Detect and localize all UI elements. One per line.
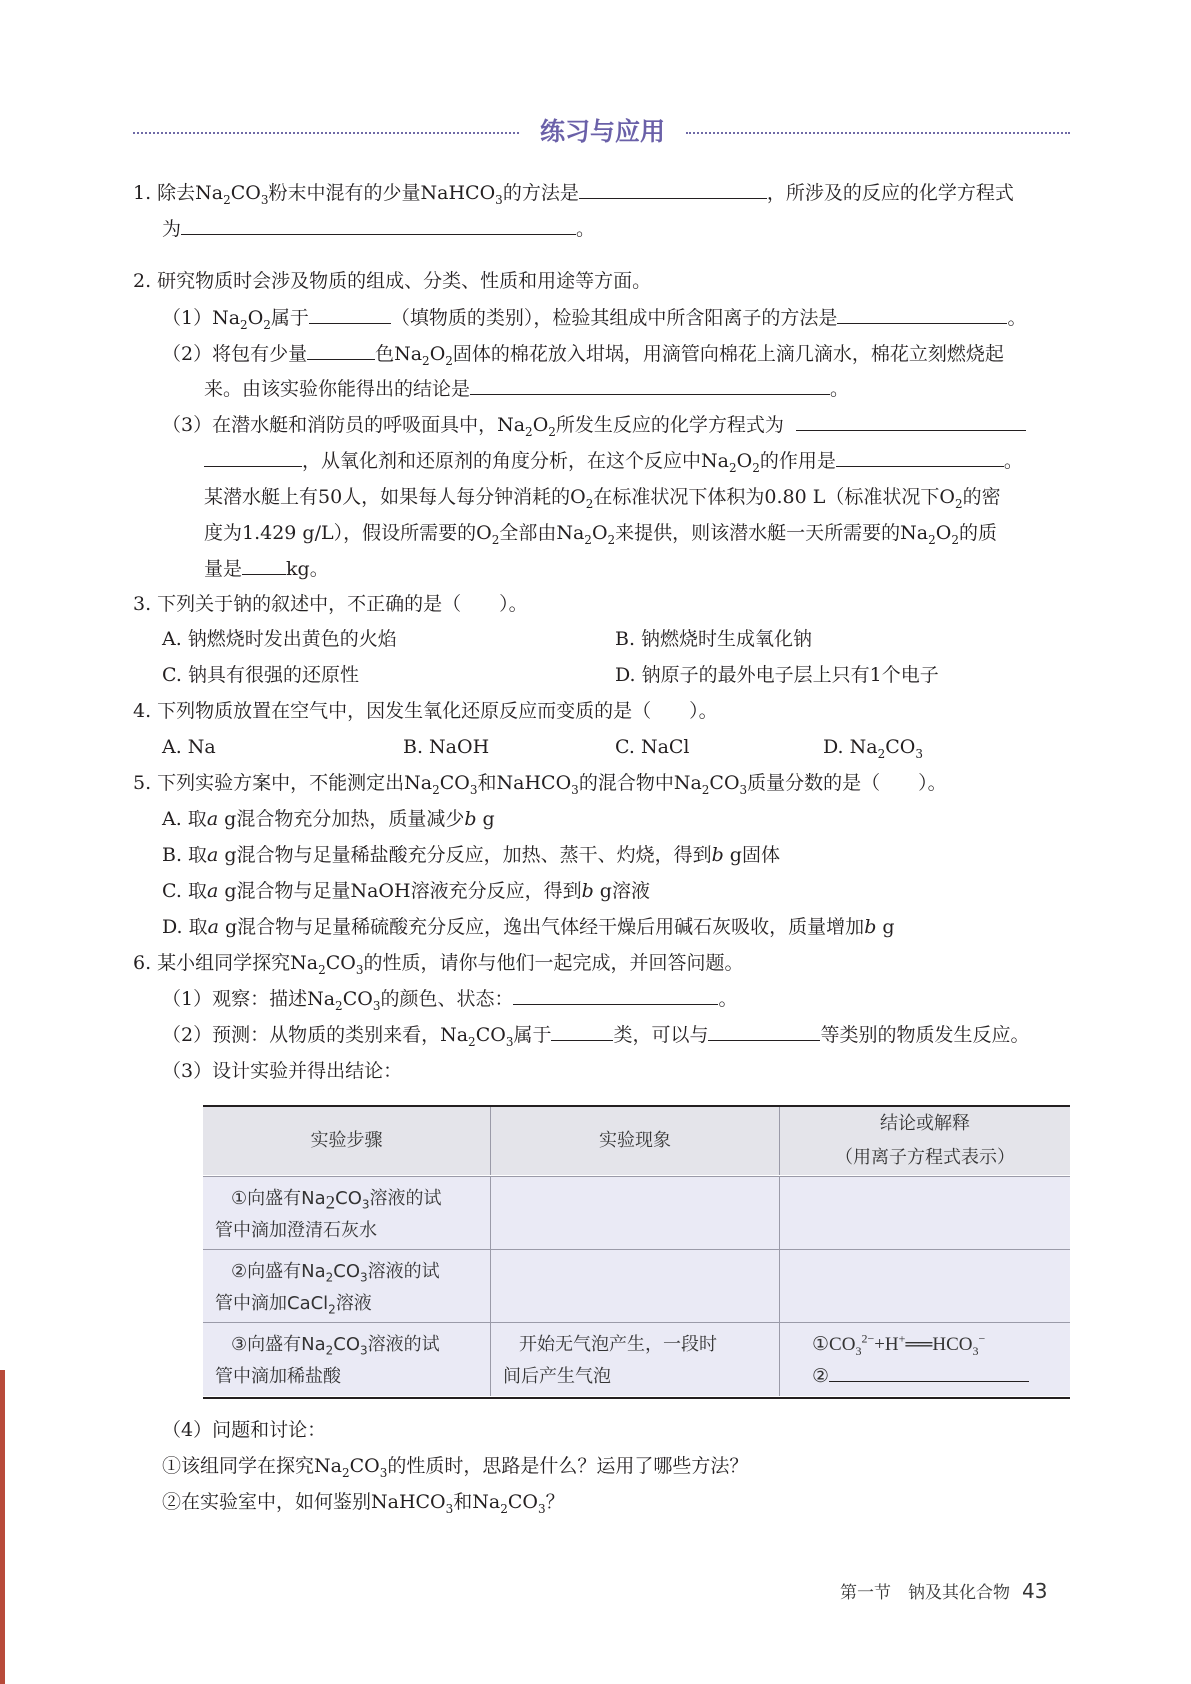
option-text: g溶液 [593, 880, 650, 902]
q3-option-a[interactable]: A. 钠燃烧时发出黄色的火焰 [162, 628, 397, 650]
subscript: 2 [325, 1270, 334, 1285]
subscript: 2 [223, 192, 231, 207]
q1-text: 的方法是 [502, 182, 579, 204]
q2-text: O [532, 414, 549, 436]
row3-step [203, 1323, 491, 1396]
subscript: 3 [972, 1343, 979, 1358]
q2-text: （1）Na [162, 307, 241, 329]
q6-text: 的性质时，思路是什么？运用了哪些方法？ [387, 1455, 749, 1477]
option-text: g [876, 916, 895, 938]
row1-step [203, 1177, 491, 1249]
q6-text: 的性质，请你与他们一起完成，并回答问题。 [363, 952, 744, 974]
header-dotted-rule-right [686, 132, 1070, 134]
table-row [203, 1176, 1070, 1249]
q2-text: kg。 [286, 558, 329, 580]
q2-1-answer-blank-category[interactable] [309, 303, 391, 324]
cell-text: ①向盛有Na [231, 1188, 326, 1209]
option-text: g [476, 808, 495, 830]
footer-section-title: 第一节 钠及其化合物 [840, 1583, 1010, 1603]
q6-part-2 [162, 1020, 1030, 1050]
q2-text: 。 [830, 378, 850, 400]
subscript: 2 [500, 1501, 508, 1516]
cell-text: 管中滴加澄清石灰水 [215, 1220, 377, 1241]
subscript: 3 [469, 782, 478, 797]
variable: b [581, 880, 594, 902]
q2-text: （填物质的类别），检验其组成中所含阳离子的方法是 [390, 307, 838, 329]
q3-option-b[interactable]: B. 钠燃烧时生成氧化钠 [615, 628, 813, 650]
q6-text: CO [342, 988, 373, 1010]
q2-stem: 2. 研究物质时会涉及物质的组成、分类、性质和用途等方面。 [133, 270, 652, 292]
q2-2-answer-blank-color[interactable] [307, 339, 375, 360]
q2-3-answer-blank-equation-part-1[interactable] [796, 410, 1026, 431]
subscript: 3 [360, 1270, 368, 1285]
subscript: 2 [607, 532, 616, 547]
q6-1-answer-blank-appearance[interactable] [513, 984, 718, 1005]
q6-text: CO [475, 1024, 506, 1046]
subscript: 2 [954, 496, 963, 511]
q6-2-answer-blank-category[interactable] [551, 1020, 613, 1041]
cell-text: CO [335, 1188, 362, 1209]
q6-text: CO [325, 952, 356, 974]
q6-text: 。 [718, 988, 738, 1010]
q5-text: CO [439, 772, 470, 794]
q2-text: 所发生反应的化学方程式为 [555, 414, 784, 436]
subscript: 2 [928, 532, 936, 547]
ionic-equation-2 [792, 1361, 1058, 1393]
header-conclusion-line-1: 结论或解释 [880, 1113, 970, 1134]
q5-option-b[interactable] [162, 840, 780, 870]
header-conclusion [780, 1107, 1070, 1175]
q3-option-d[interactable]: D. 钠原子的最外电子层上只有1个电子 [615, 664, 939, 686]
cell-text: +H [874, 1334, 899, 1355]
q1-text: 。 [576, 218, 596, 240]
q2-part-2-line-2 [204, 374, 849, 404]
variable: b [864, 916, 877, 938]
q5-text: 的混合物中Na [578, 772, 702, 794]
q1-answer-blank-equation[interactable] [181, 214, 576, 235]
ionic-equation-1 [792, 1329, 1058, 1361]
option-text: B. 取 [162, 844, 208, 866]
q2-text: 的密 [962, 486, 1001, 508]
q2-text: O [429, 343, 446, 365]
row1-conclusion-answer[interactable] [780, 1177, 1070, 1249]
q3-stem: 3. 下列关于钠的叙述中，不正确的是（ ）。 [133, 593, 528, 615]
q2-2-answer-blank-conclusion[interactable] [470, 374, 830, 395]
q1-text: 1. 除去Na [133, 182, 224, 204]
option-text: g固体 [723, 844, 780, 866]
q2-text: 某潜水艇上有50人，如果每人每分钟消耗的O [204, 486, 586, 508]
option-text: D. Na [823, 736, 878, 758]
q2-text: 来提供，则该潜水艇一天所需要的Na [615, 522, 929, 544]
q5-stem [133, 768, 947, 798]
q1-line-2 [162, 214, 595, 244]
q2-3-answer-blank-equation-part-2[interactable] [204, 446, 302, 467]
subscript: 2 [335, 998, 343, 1013]
q2-part-3-line-5 [204, 554, 329, 584]
q2-part-1 [162, 303, 1026, 333]
cell-text: 溶液的试 [369, 1188, 442, 1209]
cell-text: 溶液的试 [367, 1261, 440, 1282]
q2-text: 度为1.429 g/L），假设所需要的O [204, 522, 492, 544]
subscript: 3 [495, 192, 503, 207]
option-text: g混合物与足量稀盐酸充分反应，加热、蒸干、灼烧，得到 [218, 844, 712, 866]
q6-text: ？ [545, 1491, 565, 1513]
subscript: 3 [739, 782, 748, 797]
subscript: 3 [445, 1501, 454, 1516]
option-text: C. 取 [162, 880, 207, 902]
subscript: 2 [325, 1192, 336, 1214]
table-row [203, 1249, 1070, 1322]
variable: a [207, 916, 219, 938]
section-header [133, 112, 1070, 152]
row2-conclusion-answer[interactable] [780, 1250, 1070, 1322]
superscript: + [898, 1331, 906, 1346]
cell-text: CO [333, 1261, 361, 1282]
table-row [203, 1322, 1070, 1396]
q4-option-a[interactable]: A. Na [162, 736, 216, 758]
subscript: 2 [728, 460, 737, 475]
q6-text: 和Na [453, 1491, 501, 1513]
q6-2-answer-blank-reactant-types[interactable] [708, 1020, 820, 1041]
row3-conclusion [780, 1323, 1070, 1396]
option-text: A. 取 [162, 808, 207, 830]
cell-text: CO [333, 1334, 361, 1355]
subscript: 3 [505, 1034, 514, 1049]
row3-phenomenon [491, 1323, 780, 1396]
subscript: 2 [422, 353, 430, 368]
q6-text: CO [349, 1455, 380, 1477]
option-text: g混合物与足量稀硫酸充分反应，逸出气体经干燥后用碱石灰吸收，质量增加 [218, 916, 865, 938]
subscript: 2 [318, 962, 326, 977]
variable: b [464, 808, 477, 830]
page-footer [840, 1578, 1080, 1608]
subscript: 2 [445, 353, 453, 368]
subscript: 3 [538, 1501, 546, 1516]
option-text: CO [885, 736, 916, 758]
page-number: 43 [1022, 1579, 1048, 1603]
subscript: 3 [915, 746, 923, 761]
q6-text: （2）预测：从物质的类别来看，Na [162, 1024, 469, 1046]
q6-part-1 [162, 984, 737, 1014]
q2-text: O [935, 522, 952, 544]
q6-text: 类，可以与 [613, 1024, 709, 1046]
header-conclusion-line-2: （用离子方程式表示） [835, 1147, 1015, 1168]
q2-text: 量是 [204, 558, 243, 580]
superscript: − [978, 1331, 986, 1346]
subscript: 2 [328, 1302, 336, 1317]
subscript: 2 [752, 460, 760, 475]
q2-text: 属于 [270, 307, 309, 329]
q2-text: 固体的棉花放入坩埚，用滴管向棉花上滴几滴水，棉花立刻燃烧起 [452, 343, 1004, 365]
cell-text: 溶液 [335, 1293, 372, 1314]
cell-text: ①CO [812, 1334, 856, 1355]
variable: b [711, 844, 724, 866]
q6-stem [133, 948, 744, 978]
subscript: 2 [584, 532, 592, 547]
subscript: 2 [525, 424, 533, 439]
q2-part-3-line-4 [204, 518, 997, 548]
q6-part-4: （4）问题和讨论： [162, 1419, 327, 1441]
table-header-row [203, 1107, 1070, 1175]
q5-option-c[interactable] [162, 876, 650, 906]
q6-discussion-1 [162, 1451, 748, 1481]
subscript: 3 [361, 1197, 370, 1212]
cell-text: 溶液的试 [367, 1334, 440, 1355]
option-text: g混合物与足量NaOH溶液充分反应，得到 [218, 880, 582, 902]
experiment-table [203, 1105, 1070, 1399]
option-text: D. 取 [162, 916, 208, 938]
subscript: 2 [548, 424, 556, 439]
header-dotted-rule-left [133, 132, 519, 134]
section-title: 练习与应用 [539, 117, 665, 146]
q2-text: 的质 [958, 522, 997, 544]
q2-text: 。 [1007, 307, 1027, 329]
q6-text: ②在实验室中，如何鉴别NaHCO [162, 1491, 446, 1513]
q2-part-2-line-1 [162, 339, 1004, 369]
q2-part-3-line-2 [204, 446, 1023, 476]
q2-text: 全部由Na [499, 522, 585, 544]
subscript: 2 [877, 746, 886, 761]
subscript: 2 [585, 496, 594, 511]
header-experiment-phenomena: 实验现象 [491, 1107, 780, 1175]
q5-text: 质量分数的是（ ）。 [747, 772, 947, 794]
q1-text: CO [230, 182, 261, 204]
q2-text: 来。由该实验你能得出的结论是 [204, 378, 471, 400]
variable: a [206, 808, 219, 830]
cell-text: 开始无气泡产生，一段时 [519, 1334, 717, 1355]
subscript: 3 [355, 962, 364, 977]
q6-text: 属于 [513, 1024, 552, 1046]
q6-text: （1）观察：描述Na [162, 988, 336, 1010]
q6-text: 等类别的物质发生反应。 [820, 1024, 1030, 1046]
q6-part-3: （3）设计实验并得出结论： [162, 1060, 403, 1082]
q2-text: ，从氧化剂和还原剂的角度分析，在这个反应中Na [302, 450, 729, 472]
q2-part-3-line-1 [162, 410, 1026, 440]
subscript: 3 [360, 1343, 368, 1358]
page-edge-stripe [0, 1370, 5, 1684]
cell-text: ══HCO [905, 1334, 973, 1355]
q2-text: 。 [1003, 450, 1023, 472]
subscript: 2 [432, 782, 440, 797]
q2-text: （2）将包有少量 [162, 343, 308, 365]
q3-option-c[interactable]: C. 钠具有很强的还原性 [162, 664, 359, 686]
q2-text: 色Na [375, 343, 423, 365]
q4-option-b[interactable]: B. NaOH [403, 736, 490, 758]
q2-text: O [736, 450, 753, 472]
q6-text: ①该组同学在探究Na [162, 1455, 342, 1477]
subscript: 2 [325, 1343, 334, 1358]
q2-1-answer-blank-method[interactable] [837, 303, 1007, 324]
q1-text: 为 [162, 218, 182, 240]
subscript: 2 [263, 317, 271, 332]
row2-step [203, 1250, 491, 1322]
row1-phenomenon-answer[interactable] [491, 1177, 780, 1249]
q2-text: O [247, 307, 264, 329]
subscript: 3 [571, 782, 579, 797]
q6-text: 6. 某小组同学探究Na [133, 952, 319, 974]
q5-option-d[interactable] [162, 912, 895, 942]
subscript: 3 [260, 192, 269, 207]
subscript: 2 [468, 1034, 476, 1049]
q6-discussion-2 [162, 1487, 565, 1517]
q1-line-1 [133, 178, 1014, 208]
subscript: 2 [951, 532, 959, 547]
q2-part-3-line-3 [204, 482, 1001, 512]
cell-text: 间后产生气泡 [503, 1366, 611, 1387]
q2-3-answer-blank-mass[interactable] [242, 554, 286, 575]
cell-text: ③向盛有Na [231, 1334, 326, 1355]
q5-option-a[interactable] [162, 804, 495, 834]
q1-answer-blank-method[interactable] [579, 178, 767, 199]
q2-text: 的作用是 [759, 450, 836, 472]
subscript: 2 [701, 782, 710, 797]
q2-text: （3）在潜水艇和消防员的呼吸面具中，Na [162, 414, 526, 436]
q4-option-c[interactable]: C. NaCl [615, 736, 690, 758]
subscript: 3 [379, 1465, 388, 1480]
variable: a [207, 844, 219, 866]
q1-text: 粉末中混有的少量NaHCO [268, 182, 496, 204]
subscript: 3 [855, 1343, 862, 1358]
q6-text: CO [507, 1491, 538, 1513]
row2-phenomenon-answer[interactable] [491, 1250, 780, 1322]
q6-text: 的颜色、状态： [380, 988, 514, 1010]
q4-stem: 4. 下列物质放置在空气中，因发生氧化还原反应而变质的是（ ）。 [133, 700, 718, 722]
variable: a [206, 880, 219, 902]
cell-text: 管中滴加CaCl [215, 1293, 329, 1314]
cell-text: 管中滴加稀盐酸 [215, 1366, 341, 1387]
q5-text: 5. 下列实验方案中，不能测定出Na [133, 772, 433, 794]
q2-3-answer-blank-role[interactable] [836, 446, 1004, 467]
header-experiment-steps: 实验步骤 [203, 1107, 491, 1175]
subscript: 2 [491, 532, 500, 547]
cell-text: ② [812, 1366, 830, 1387]
row3-conclusion-answer-blank[interactable] [829, 1361, 1029, 1382]
q4-option-d[interactable] [823, 732, 923, 762]
cell-text: ②向盛有Na [231, 1261, 326, 1282]
subscript: 2 [341, 1465, 350, 1480]
q5-text: CO [709, 772, 740, 794]
q5-text: 和NaHCO [477, 772, 572, 794]
option-text: g混合物充分加热，质量减少 [218, 808, 465, 830]
q2-text: 在标准状况下体积为0.80 L（标准状况下O [593, 486, 955, 508]
subscript: 2 [240, 317, 248, 332]
q1-text: ，所涉及的反应的化学方程式 [766, 182, 1014, 204]
superscript: 2− [861, 1331, 875, 1346]
subscript: 3 [372, 998, 381, 1013]
q2-text: O [591, 522, 608, 544]
